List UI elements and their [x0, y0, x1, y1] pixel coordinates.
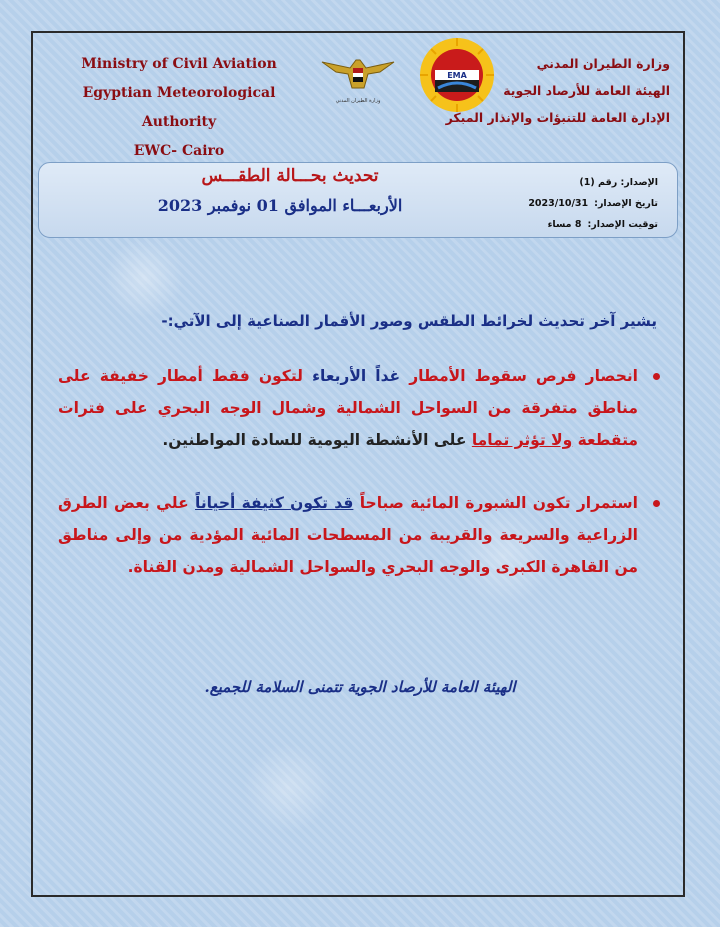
english-header [44, 50, 314, 166]
bullet-dot-icon [653, 500, 660, 507]
bullet-fog [58, 487, 638, 583]
ministry-name-ar: وزارة الطيران المدني [536, 56, 670, 71]
closing-message: الهيئة العامة للأرصاد الجوية تتمنى السلامة للجميع. [204, 678, 516, 696]
bullet1-underlined: ولا تؤثر تماما [471, 431, 573, 449]
issue-time-label: توقيت الإصدار: [587, 219, 658, 230]
bulletin-date: الأربعـــاء الموافق 01 نوفمبر 2023 [157, 196, 403, 215]
issue-time [500, 214, 658, 235]
issue-time-value: 8 مساء [547, 219, 582, 230]
authority-name-ar: الهيئة العامة للأرصاد الجوية [503, 83, 670, 98]
bulletin-title: تحديث بحـــالة الطقـــس [201, 166, 379, 186]
issue-meta [500, 172, 658, 235]
bullet2-part1: استمرار تكون الشبورة المائية صباحاً [353, 494, 638, 512]
bullet-dot-icon [653, 373, 660, 380]
issue-number-label: الإصدار: رقم (1) [579, 177, 658, 188]
bullet2-underlined: قد تكون كثيفة أحياناً [195, 494, 354, 512]
issue-number [500, 172, 658, 193]
ministry-name-en: Ministry of Civil Aviation [81, 56, 277, 72]
issue-date-label: تاريخ الإصدار: [594, 198, 658, 209]
bullet1-highlight-day: غداً الأربعاء [312, 367, 401, 385]
bullet-rain [58, 360, 638, 456]
bullet1-part3: لتكون فقط أمطار خفيفة على مناطق متفرقة من السواحل الشمالية وشمال الوجه البحري على فترات متقطعة [58, 367, 638, 449]
ministry-eagle-logo [320, 48, 396, 106]
authority-name-en: Egyptian Meteorological Authority [82, 85, 276, 130]
ema-logo-text: EMA [447, 71, 467, 80]
bullet2-part3: علي بعض الطرق الزراعية والسريعة والقريبة من المسطحات المائية المؤدية من وإلى مناطق من القاهرة الكبرى والوجه البحري والسواحل الشمالية ومدن القناة. [58, 494, 638, 576]
bullet1-part1: انحصار فرص سقوط الأمطار [400, 367, 638, 385]
arabic-header [440, 50, 670, 131]
bullet1-part5: على الأنشطة اليومية للسادة المواطنين. [162, 431, 472, 449]
center-name-en: EWC- Cairo [133, 143, 225, 159]
issue-date [500, 193, 658, 214]
issue-date-value: 2023/10/31 [528, 198, 589, 209]
intro-text: يشير آخر تحديث لخرائط الطقس وصور الأقمار الصناعية إلى الآتي:- [161, 312, 657, 330]
eagle-caption: وزارة الطيران المدني [335, 98, 381, 104]
department-name-ar: الإدارة العامة للتنبؤات والإنذار المبكر [445, 110, 670, 125]
